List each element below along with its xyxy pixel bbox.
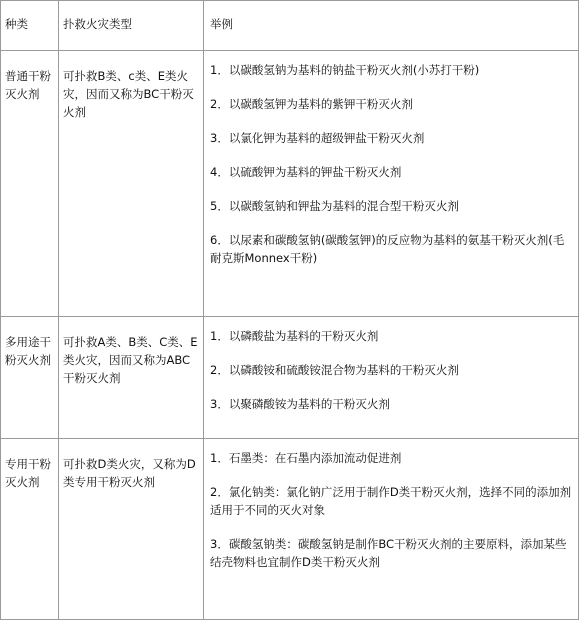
header-fire-type: 扑救火灾类型 <box>59 1 204 51</box>
table-row <box>1 439 579 620</box>
row-kind: 普通干粉灭火剂 <box>1 51 59 317</box>
table-header-row <box>1 1 579 51</box>
header-examples: 举例 <box>204 1 579 51</box>
table-row <box>1 317 579 439</box>
example-item: 3．以氯化钾为基料的超级钾盐干粉灭火剂 <box>210 131 425 145</box>
example-item: 4．以硫酸钾为基料的钾盐干粉灭火剂 <box>210 165 402 179</box>
example-item: 3．碳酸氢钠类：碳酸氢钠是制作BC干粉灭火剂的主要原料，添加某些结壳物料也宜制作D类干粉灭火剂 <box>210 537 567 569</box>
example-item: 1．以碳酸氢钠为基料的钠盐干粉灭火剂(小苏打干粉) <box>210 63 480 77</box>
row-examples <box>204 439 579 620</box>
example-item: 2．以磷酸铵和硫酸铵混合物为基料的干粉灭火剂 <box>210 363 459 377</box>
example-item: 6．以尿素和碳酸氢钠(碳酸氢钾)的反应物为基料的氨基干粉灭火剂(毛耐克斯Monnex干粉) <box>210 233 565 265</box>
example-item: 1．以磷酸盐为基料的干粉灭火剂 <box>210 329 379 343</box>
row-fire-type: 可扑救A类、B类、C类、E类火灾，因而又称为ABC干粉灭火剂 <box>59 317 204 439</box>
row-fire-type: 可扑救D类火灾，又称为D类专用干粉灭火剂 <box>59 439 204 620</box>
table-row <box>1 51 579 317</box>
header-kind: 种类 <box>1 1 59 51</box>
row-kind: 多用途干粉灭火剂 <box>1 317 59 439</box>
row-fire-type: 可扑救B类、c类、E类火灾，因而又称为BC干粉灭火剂 <box>59 51 204 317</box>
row-examples <box>204 317 579 439</box>
example-item: 1．石墨类：在石墨内添加流动促进剂 <box>210 451 402 465</box>
example-item: 3．以聚磷酸铵为基料的干粉灭火剂 <box>210 397 390 411</box>
example-item: 2．氯化钠类：氯化钠广泛用于制作D类干粉灭火剂，选择不同的添加剂适用于不同的灭火对象 <box>210 485 572 517</box>
row-kind: 专用干粉灭火剂 <box>1 439 59 620</box>
example-item: 5．以碳酸氢钠和钾盐为基料的混合型干粉灭火剂 <box>210 199 459 213</box>
example-item: 2．以碳酸氢钾为基料的紫钾干粉灭火剂 <box>210 97 413 111</box>
row-examples <box>204 51 579 317</box>
